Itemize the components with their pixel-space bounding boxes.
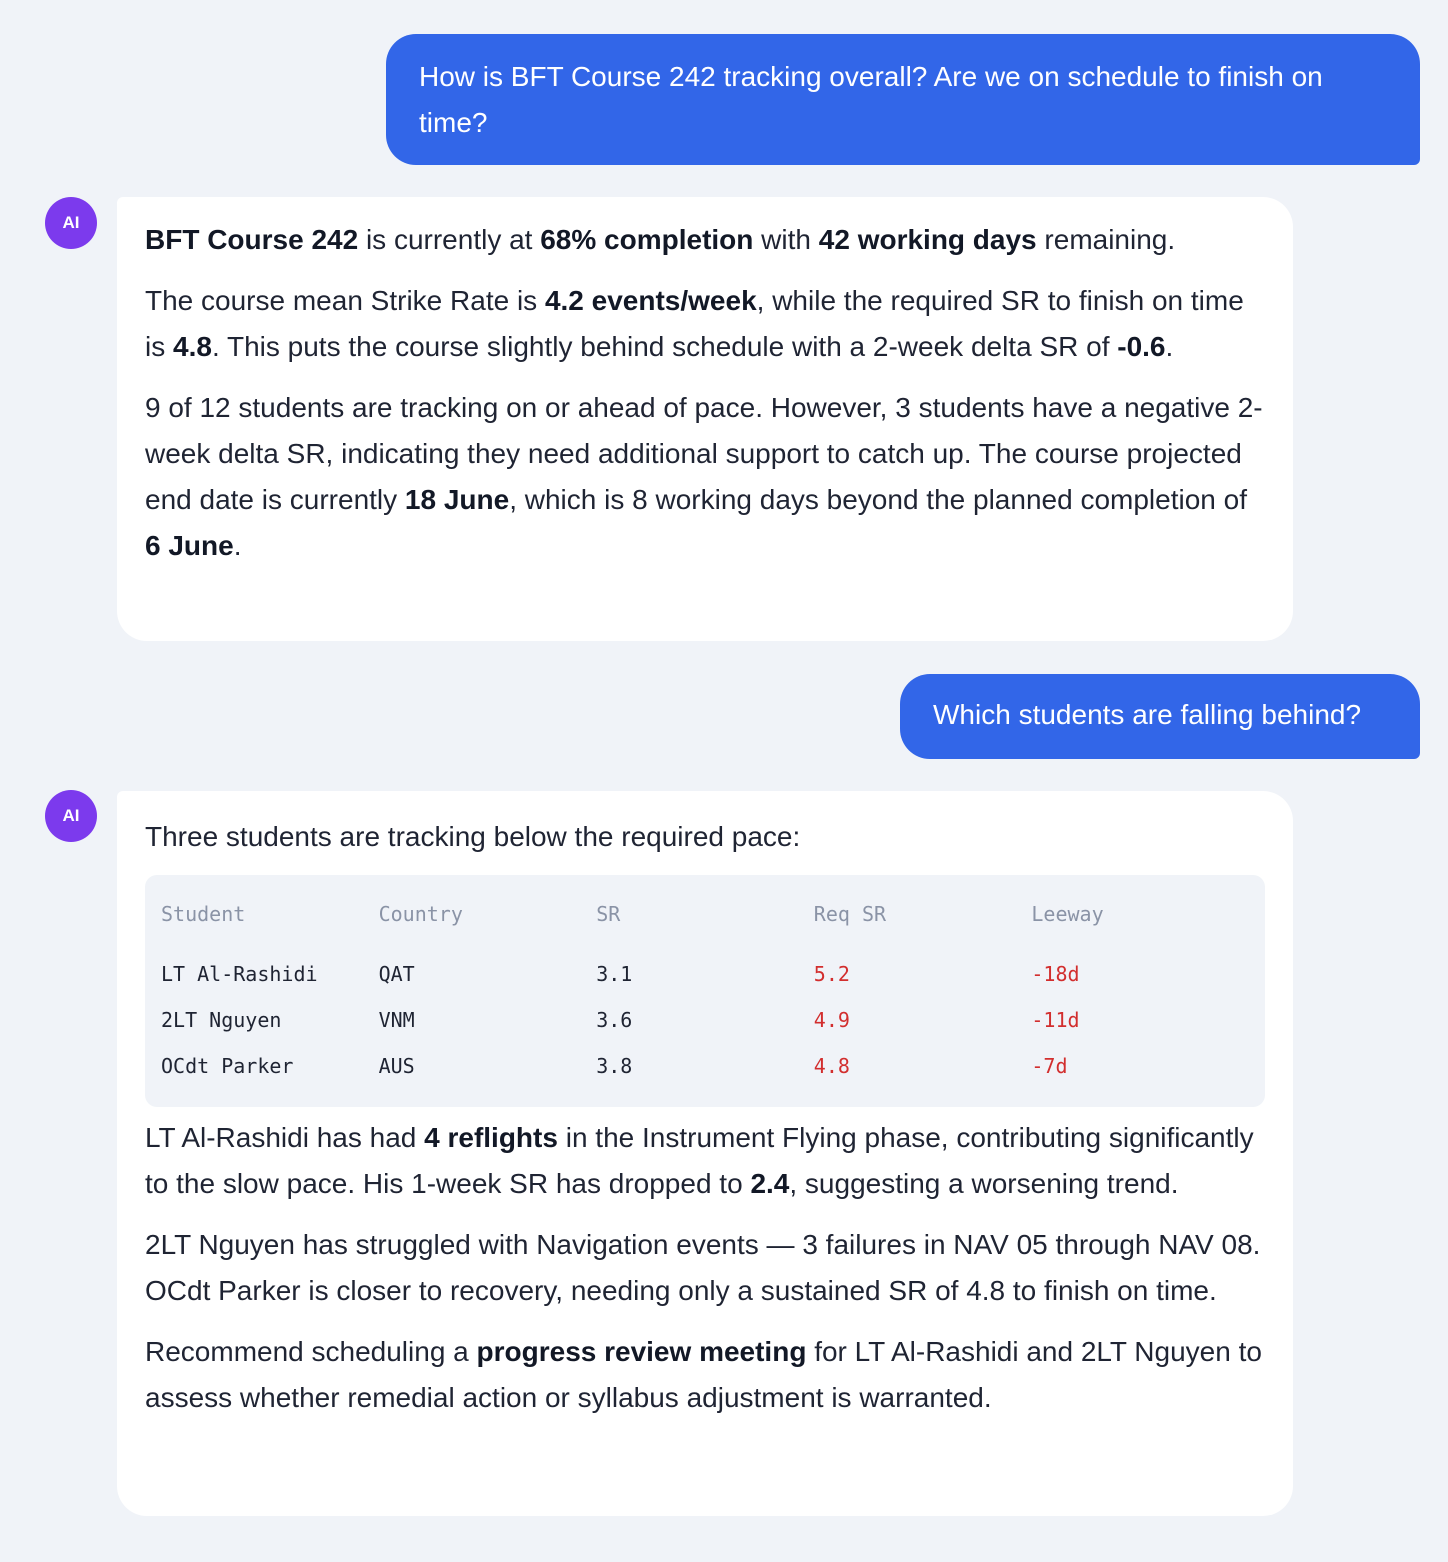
bold-text: 6 June xyxy=(145,530,234,561)
cell-sr: 3.1 xyxy=(596,962,633,986)
user-message-2: Which students are falling behind? xyxy=(900,674,1420,759)
bold-text: 4.2 events/week xyxy=(544,285,757,316)
text: . xyxy=(233,530,242,561)
bold-text: 4 reflights xyxy=(424,1122,558,1153)
column-header-student: Student xyxy=(161,902,246,926)
ai-avatar: AI xyxy=(45,197,97,249)
ai-message-intro: Three students are tracking below the required pace: xyxy=(145,821,801,852)
ai-message-paragraph xyxy=(145,278,1265,370)
table-header-row xyxy=(161,891,1249,951)
bold-text: 2.4 xyxy=(750,1168,790,1199)
ai-message-paragraph xyxy=(145,1115,1265,1207)
text: in the Instrument Flying phase, contributing significantly to the slow pace. His 1-week SR has dropped to xyxy=(145,1122,1254,1199)
cell-student: 2LT Nguyen xyxy=(161,1008,282,1032)
bold-text: 68% completion xyxy=(540,224,754,255)
text: remaining. xyxy=(1036,224,1176,255)
cell-student: OCdt Parker xyxy=(161,1054,294,1078)
ai-message-1 xyxy=(117,197,1293,641)
cell-country: VNM xyxy=(378,1008,415,1032)
column-header-sr: SR xyxy=(596,902,621,926)
text: , which is 8 working days beyond the planned completion of xyxy=(509,484,1247,515)
cell-student: LT Al-Rashidi xyxy=(161,962,318,986)
text: . xyxy=(1165,331,1174,362)
bold-text: BFT Course 242 xyxy=(145,224,359,255)
text: , while the required SR to finish on time is xyxy=(145,285,1244,362)
text: 9 of 12 students are tracking on or ahead of pace. However, 3 students have a negative 2-week delta SR, indicating they need additional support to catch up. The course projected end date is currently xyxy=(145,392,1263,515)
cell-leeway: -18d xyxy=(1031,962,1080,986)
students-table xyxy=(145,875,1265,1107)
ai-message-paragraph xyxy=(145,1329,1265,1421)
bold-text: 18 June xyxy=(404,484,510,515)
ai-avatar: AI xyxy=(45,790,97,842)
bold-text: 4.8 xyxy=(173,331,212,362)
table-row xyxy=(161,1043,1249,1089)
cell-leeway: -11d xyxy=(1031,1008,1080,1032)
cell-req-sr: 5.2 xyxy=(813,962,850,986)
cell-country: QAT xyxy=(378,962,415,986)
text: The course mean Strike Rate is xyxy=(145,285,545,316)
cell-req-sr: 4.9 xyxy=(813,1008,850,1032)
ai-message-paragraph xyxy=(145,217,1265,263)
cell-req-sr: 4.8 xyxy=(813,1054,850,1078)
text: Recommend scheduling a xyxy=(145,1336,477,1367)
text: for LT Al-Rashidi and 2LT Nguyen to assess whether remedial action or syllabus adjustment is warranted. xyxy=(145,1336,1262,1413)
text: LT Al-Rashidi has had xyxy=(145,1122,425,1153)
bold-text: 42 working days xyxy=(818,224,1037,255)
cell-country: AUS xyxy=(378,1054,415,1078)
table-row xyxy=(161,951,1249,997)
cell-sr: 3.6 xyxy=(596,1008,633,1032)
text: . This puts the course slightly behind schedule with a 2-week delta SR of xyxy=(211,331,1118,362)
cell-leeway: -7d xyxy=(1031,1054,1068,1078)
ai-message-2 xyxy=(117,791,1293,1516)
column-header-req-sr: Req SR xyxy=(813,902,887,926)
table-row xyxy=(161,997,1249,1043)
column-header-leeway: Leeway xyxy=(1031,902,1104,926)
bold-text: -0.6 xyxy=(1117,331,1166,362)
ai-message-paragraph xyxy=(145,385,1265,569)
ai-message-paragraph: 2LT Nguyen has struggled with Navigation events — 3 failures in NAV 05 through NAV 08. OCdt Parker is closer to recovery, needing only a sustained SR of 4.8 to finish on time. xyxy=(145,1229,1261,1306)
cell-sr: 3.8 xyxy=(596,1054,633,1078)
text: with xyxy=(753,224,819,255)
text: is currently at xyxy=(358,224,541,255)
text: , suggesting a worsening trend. xyxy=(789,1168,1179,1199)
bold-text: progress review meeting xyxy=(476,1336,807,1367)
user-message-1: How is BFT Course 242 tracking overall? Are we on schedule to finish on time? xyxy=(386,34,1420,165)
column-header-country: Country xyxy=(378,902,463,926)
